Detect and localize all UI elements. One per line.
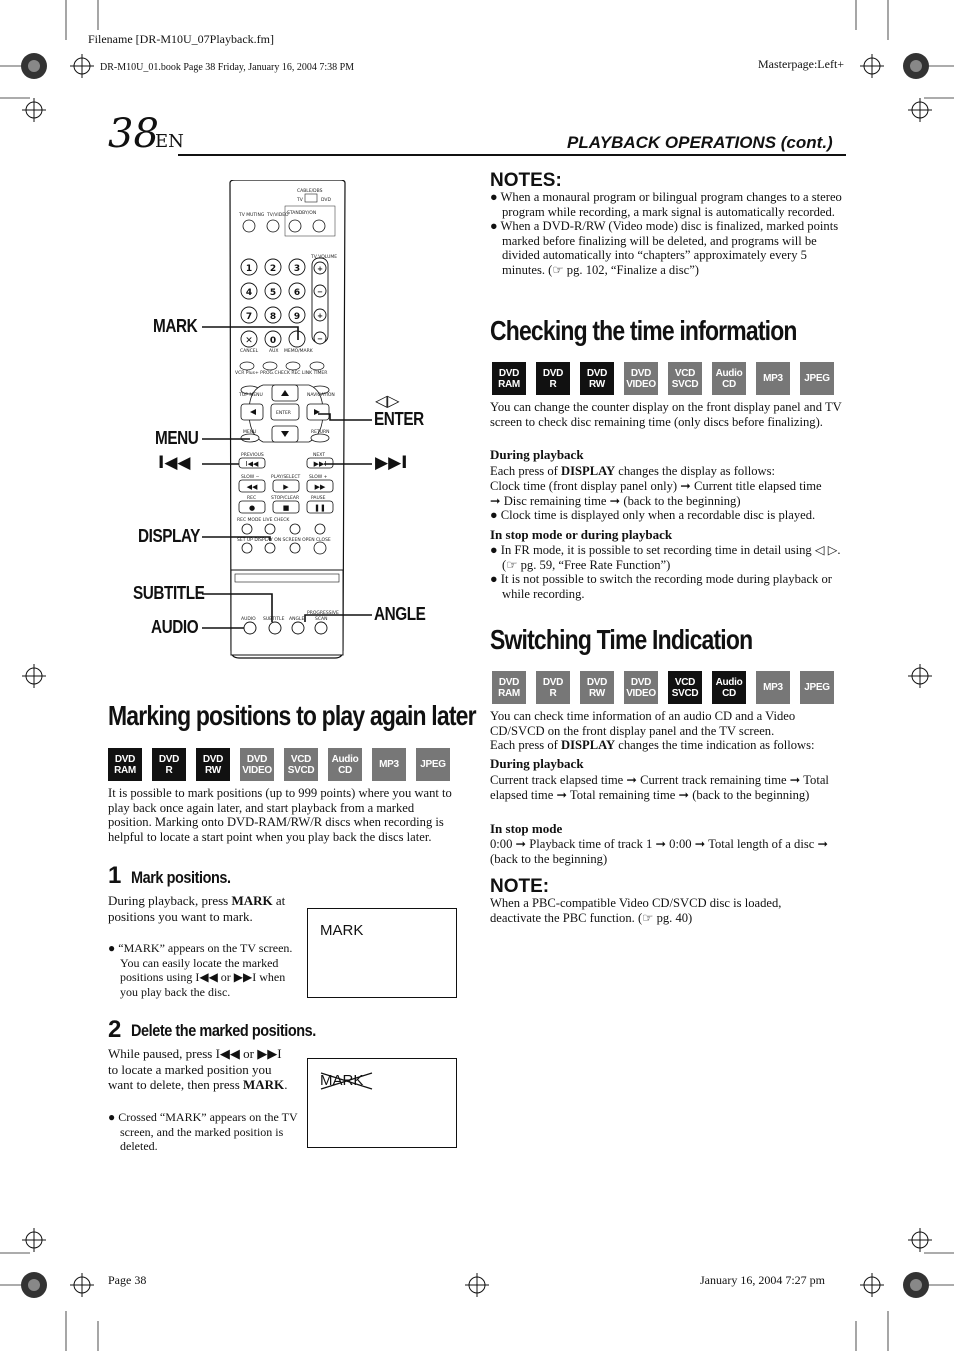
disc-badge-line1: DVD bbox=[630, 367, 652, 379]
disc-badge-line1: MP3 bbox=[763, 682, 783, 693]
svg-text:MEMO/MARK: MEMO/MARK bbox=[284, 349, 313, 354]
svg-text:PLAY/SELECT: PLAY/SELECT bbox=[271, 475, 301, 480]
svg-text:+: + bbox=[317, 265, 323, 273]
svg-text:❚❚: ❚❚ bbox=[314, 504, 326, 512]
step2-instruction: While paused, press I◀◀ or ▶▶I to locate a marked position you want to delete, then press MARK. bbox=[108, 1046, 288, 1093]
svg-text:−: − bbox=[317, 288, 323, 296]
audio-callout-label: AUDIO bbox=[151, 617, 199, 637]
svg-text:ANGLE: ANGLE bbox=[289, 617, 305, 622]
svg-text:CANCEL: CANCEL bbox=[240, 349, 259, 354]
svg-text:▶: ▶ bbox=[283, 483, 289, 491]
section-title: PLAYBACK OPERATIONS (cont.) bbox=[567, 133, 833, 152]
disc-badge-line1: DVD bbox=[586, 676, 608, 688]
svg-text:NEXT: NEXT bbox=[313, 453, 325, 458]
disc-badge bbox=[580, 362, 614, 395]
svg-text:RETURN: RETURN bbox=[311, 430, 330, 435]
book-line: DR-M10U_01.book Page 38 Friday, January 16, 2004 7:38 PM bbox=[100, 62, 355, 73]
svg-text:PROGRESSIVE: PROGRESSIVE bbox=[307, 611, 339, 616]
stop-bullet-2: ● It is not possible to switch the recording mode during playback or while recording. bbox=[490, 572, 832, 601]
switching-during-title: During playback bbox=[490, 756, 584, 771]
switching-during-sequence: Current track elapsed time ➞ Current track remaining time ➞ Total elapsed time ➞ Total remaining time ➞ (back to the beginning) bbox=[490, 773, 829, 802]
disc-badge bbox=[624, 362, 658, 395]
disc-badge bbox=[800, 671, 834, 704]
page-number: 38 bbox=[108, 111, 159, 157]
step2-number: 2 bbox=[108, 1016, 122, 1043]
disc-badge-line1: DVD bbox=[202, 753, 224, 765]
checking-during-sequence: Clock time (front display panel only) ➞ Current title elapsed time ➞ Disc remaining time ➞ (back to the beginning) bbox=[490, 479, 822, 508]
disc-badge-line1: VCD bbox=[674, 367, 696, 379]
disc-badge-line2: VIDEO bbox=[626, 687, 656, 699]
disc-badge bbox=[712, 671, 746, 704]
disc-badge-line1: DVD bbox=[498, 676, 520, 688]
svg-text:NAVIGATION: NAVIGATION bbox=[307, 393, 335, 398]
svg-text:SLOW −: SLOW − bbox=[241, 475, 260, 480]
step2-bullet: ● Crossed “MARK” appears on the TV screen, and the marked position is deleted. bbox=[108, 1110, 298, 1154]
step2-title: Delete the marked positions. bbox=[131, 1021, 316, 1040]
svg-text:●: ● bbox=[248, 504, 256, 512]
svg-text:8: 8 bbox=[269, 312, 277, 322]
svg-text:AUX: AUX bbox=[269, 349, 279, 354]
svg-text:◀◀: ◀◀ bbox=[246, 483, 258, 491]
switching-intro: You can check time information of an audio CD and a Video CD/SVCD on the front display panel and the TV screen. Each press of DISPLAY changes the time indication as follows: bbox=[490, 709, 815, 753]
disc-badge bbox=[152, 748, 186, 781]
disc-badge-line2: RW bbox=[589, 378, 605, 390]
disc-badge bbox=[668, 362, 702, 395]
svg-text:9: 9 bbox=[293, 312, 301, 322]
disc-badge-line1: DVD bbox=[542, 367, 564, 379]
disc-badge bbox=[284, 748, 318, 781]
disc-badge-line2: SVCD bbox=[287, 764, 315, 776]
disc-badge-line2: RW bbox=[205, 764, 221, 776]
switching-stop-sequence: 0:00 ➞ Playback time of track 1 ➞ 0:00 ➞ Total length of a disc ➞ (back to the beginning) bbox=[490, 837, 829, 866]
next-callout-label: ▶▶I bbox=[375, 453, 408, 473]
disc-badge bbox=[196, 748, 230, 781]
note-text: When a PBC-compatible Video CD/SVCD disc is loaded, deactivate the PBC function. (☞ pg. 40) bbox=[490, 896, 782, 925]
disc-badge-line1: JPEG bbox=[804, 682, 830, 693]
checking-during-text: Each press of DISPLAY changes the display as follows: bbox=[490, 464, 775, 478]
disc-badge-line2: RAM bbox=[114, 764, 136, 776]
step1-instruction: During playback, press MARK at positions you want to mark. bbox=[108, 893, 286, 924]
disc-badge-line1: MP3 bbox=[763, 373, 783, 384]
checking-heading: Checking the time information bbox=[490, 315, 797, 346]
disc-badge-line1: DVD bbox=[246, 753, 268, 765]
svg-text:PAUSE: PAUSE bbox=[311, 496, 326, 501]
svg-text:SUBTITLE: SUBTITLE bbox=[263, 617, 285, 622]
svg-text:6: 6 bbox=[293, 288, 301, 298]
svg-text:SCAN: SCAN bbox=[315, 617, 328, 622]
svg-text:TOP MENU: TOP MENU bbox=[239, 393, 263, 398]
enter-callout-label: ENTER bbox=[374, 409, 424, 429]
checking-during-title: During playback bbox=[490, 447, 584, 462]
disc-badge-line2: RAM bbox=[498, 687, 520, 699]
svg-text:TV/VIDEO: TV/VIDEO bbox=[267, 213, 289, 218]
tv-screen-mark-text: MARK bbox=[320, 922, 364, 939]
disc-badge-line1: DVD bbox=[630, 676, 652, 688]
switching-stop-title: In stop mode bbox=[490, 821, 563, 836]
svg-text:1: 1 bbox=[245, 264, 253, 274]
switching-heading: Switching Time Indication bbox=[490, 624, 753, 655]
marking-intro: It is possible to mark positions (up to 999 points) where you want to play back once again later, and start playback from a marked position. Marking onto DVD-RAM/RW/R discs when recording is helpful to locate a start point when you play back the discs later. bbox=[108, 786, 452, 844]
svg-text:SET UP DISPLAY ON SCREEN OP: SET UP DISPLAY ON SCREEN OPEN CLOSE bbox=[237, 538, 331, 543]
checking-stop-title: In stop mode or during playback bbox=[490, 527, 673, 542]
svg-text:DVD: DVD bbox=[321, 198, 331, 203]
svg-text:TV: TV bbox=[297, 198, 303, 203]
disc-badge bbox=[328, 748, 362, 781]
disc-badge-line2: R bbox=[165, 764, 173, 776]
svg-text:STANDBY/ON: STANDBY/ON bbox=[287, 211, 317, 216]
disc-badge-line1: Audio bbox=[715, 676, 743, 688]
marking-badges bbox=[108, 748, 458, 782]
disc-badge-line1: VCD bbox=[674, 676, 696, 688]
step1-bullet: ● “MARK” appears on the TV screen. You can easily locate the marked positions using I◀◀ or ▶▶I when you play back the disc. bbox=[108, 941, 293, 999]
note-item-1: ● When a monaural program or bilingual program changes to a stereo program while recording, a mark signal is automatically recorded. bbox=[490, 190, 842, 219]
svg-text:0: 0 bbox=[269, 336, 277, 346]
disc-badge bbox=[240, 748, 274, 781]
filename-line: Filename [DR-M10U_07Playback.fm] bbox=[88, 32, 274, 46]
menu-callout-label: MENU bbox=[155, 428, 199, 448]
marking-heading: Marking positions to play again later bbox=[108, 700, 476, 731]
svg-text:SLOW +: SLOW + bbox=[309, 475, 328, 480]
disc-badge bbox=[108, 748, 142, 781]
disc-badge-line2: VIDEO bbox=[626, 378, 656, 390]
stop-bullet-1: ● In FR mode, it is possible to set recording time in detail using ◁ ▷. (☞ pg. 59, “Free Rate Function”) bbox=[490, 543, 841, 572]
disc-badge-line2: CD bbox=[722, 378, 736, 390]
disc-badge bbox=[492, 671, 526, 704]
disc-badge bbox=[492, 362, 526, 395]
svg-text:5: 5 bbox=[269, 288, 277, 298]
svg-text:VCR Plus+ PROG.CHECK REC LIN: VCR Plus+ PROG.CHECK REC LINK TIMER bbox=[235, 371, 328, 376]
note-heading: NOTE: bbox=[490, 876, 550, 897]
disc-badge-line2: VIDEO bbox=[242, 764, 272, 776]
svg-text:ENTER: ENTER bbox=[276, 411, 291, 416]
step1-title: Mark positions. bbox=[131, 868, 231, 887]
svg-text:−: − bbox=[317, 335, 323, 343]
language-code: EN bbox=[155, 131, 184, 152]
svg-text:▶▶: ▶▶ bbox=[314, 483, 326, 491]
disc-badge-line1: DVD bbox=[542, 676, 564, 688]
disc-badge-line1: JPEG bbox=[804, 373, 830, 384]
disc-badge bbox=[536, 362, 570, 395]
svg-text:▶▶I: ▶▶I bbox=[313, 460, 327, 468]
svg-text:PREVIOUS: PREVIOUS bbox=[241, 453, 264, 458]
svg-text:STOP/CLEAR: STOP/CLEAR bbox=[271, 496, 300, 501]
disc-badge-line1: Audio bbox=[331, 753, 359, 765]
svg-text:4: 4 bbox=[245, 288, 253, 298]
display-callout-label: DISPLAY bbox=[138, 526, 200, 546]
tv-screen-mark bbox=[307, 908, 457, 998]
cross-out-icon bbox=[320, 1071, 374, 1091]
disc-badge-line1: DVD bbox=[498, 367, 520, 379]
svg-text:✕: ✕ bbox=[245, 336, 253, 346]
disc-badge-line1: DVD bbox=[586, 367, 608, 379]
step1-number: 1 bbox=[108, 862, 122, 889]
svg-text:REC: REC bbox=[247, 496, 257, 501]
svg-text:3: 3 bbox=[293, 264, 301, 274]
svg-text:REC MODE LIVE CHECK: REC MODE LIVE CHECK bbox=[237, 518, 290, 523]
footer-date: January 16, 2004 7:27 pm bbox=[700, 1273, 825, 1287]
disc-badge-line2: R bbox=[549, 378, 557, 390]
angle-callout-label: ANGLE bbox=[374, 604, 426, 624]
disc-badge-line2: CD bbox=[338, 764, 352, 776]
disc-badge bbox=[580, 671, 614, 704]
checking-intro: You can change the counter display on the front display panel and TV screen to check disc remaining time (only discs before finalizing). bbox=[490, 400, 842, 429]
masterpage-label: Masterpage:Left+ bbox=[758, 57, 845, 71]
disc-badge-line2: RW bbox=[589, 687, 605, 699]
disc-badge bbox=[668, 671, 702, 704]
disc-badge-line1: DVD bbox=[158, 753, 180, 765]
disc-badge-line2: R bbox=[549, 687, 557, 699]
svg-text:AUDIO: AUDIO bbox=[241, 617, 256, 622]
footer-page: Page 38 bbox=[108, 1273, 147, 1287]
enter-arrows-label: ◁▷ bbox=[375, 391, 400, 410]
checking-badges bbox=[492, 362, 842, 396]
disc-badge-line1: DVD bbox=[114, 753, 136, 765]
switching-badges bbox=[492, 671, 842, 705]
svg-text:2: 2 bbox=[269, 264, 277, 274]
svg-text:7: 7 bbox=[245, 312, 253, 322]
note-item-2: ● When a DVD-R/RW (Video mode) disc is finalized, marked points marked before finalizing will be deleted, and programs will be divided automatically into “chapters” approximately every 5 minutes. (☞ pg. 102, “Finalize a disc”) bbox=[490, 219, 839, 277]
subtitle-callout-label: SUBTITLE bbox=[133, 583, 205, 603]
disc-badge bbox=[756, 671, 790, 704]
svg-text:TV MUTING: TV MUTING bbox=[239, 213, 265, 218]
disc-badge-line2: RAM bbox=[498, 378, 520, 390]
disc-badge bbox=[416, 748, 450, 781]
mark-callout-label: MARK bbox=[153, 316, 198, 336]
checking-stop-bullets bbox=[490, 543, 845, 601]
disc-badge bbox=[372, 748, 406, 781]
disc-badge-line1: Audio bbox=[715, 367, 743, 379]
disc-badge bbox=[756, 362, 790, 395]
checking-during-bullet: ● Clock time is displayed only when a recordable disc is played. bbox=[490, 508, 816, 522]
disc-badge-line2: SVCD bbox=[671, 378, 699, 390]
svg-text:+: + bbox=[317, 312, 323, 320]
disc-badge bbox=[800, 362, 834, 395]
tv-screen-crossed-mark-text: MARK bbox=[320, 1072, 364, 1089]
disc-badge-line1: JPEG bbox=[420, 759, 446, 770]
notes-list bbox=[490, 190, 845, 278]
prev-callout-label: I◀◀ bbox=[158, 453, 191, 473]
svg-text:■: ■ bbox=[282, 504, 290, 512]
disc-badge bbox=[624, 671, 658, 704]
disc-badge-line1: VCD bbox=[290, 753, 312, 765]
svg-text:MENU: MENU bbox=[243, 430, 257, 435]
disc-badge-line2: SVCD bbox=[671, 687, 699, 699]
tv-screen-crossed-mark bbox=[307, 1058, 457, 1148]
disc-badge-line2: CD bbox=[722, 687, 736, 699]
disc-badge bbox=[712, 362, 746, 395]
svg-text:TV VOLUME: TV VOLUME bbox=[311, 255, 338, 260]
svg-text:CABLE/DBS: CABLE/DBS bbox=[297, 189, 323, 194]
notes-heading: NOTES: bbox=[490, 170, 562, 191]
svg-text:I◀◀: I◀◀ bbox=[245, 460, 259, 468]
disc-badge-line1: MP3 bbox=[379, 759, 399, 770]
disc-badge bbox=[536, 671, 570, 704]
